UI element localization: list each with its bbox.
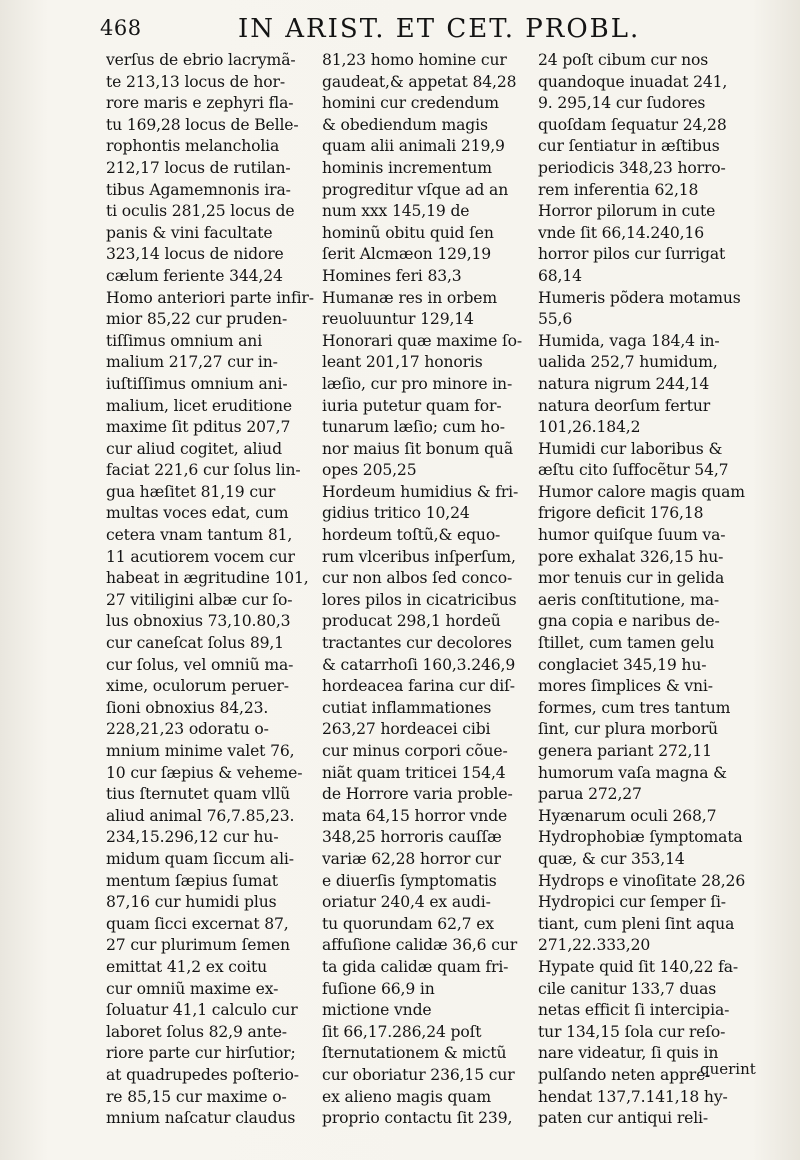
index-line: 55,6 [538,310,573,329]
index-line: midum quam ſiccum ali- [106,849,294,868]
index-line: niãt quam triticei 154,4 [322,763,506,782]
index-line: mictione vnde [322,1001,432,1020]
index-line: mnium naſcatur claudus [106,1109,296,1128]
index-line: natura deorſum fertur [538,396,711,415]
index-line: Humeris põdera motamus [538,288,741,307]
index-line: panis & vini facultate [106,223,273,242]
index-line: mata 64,15 horror vnde [322,806,508,825]
index-line: Humanæ res in orbem [322,288,498,307]
index-line: xime, oculorum peruer- [106,677,289,696]
index-line: Homines feri 83,3 [322,266,462,285]
index-line: habeat in ægritudine 101, [106,569,309,588]
index-line: cile canitur 133,7 duas [538,979,717,998]
index-line: de Horrore varia proble- [322,785,513,804]
index-line: cutiat inflammationes [322,698,492,717]
index-line: re 85,15 cur maxime o- [106,1087,287,1106]
index-line: multas voces edat, cum [106,504,289,523]
index-line: cur caneſcat ſolus 89,1 [106,634,284,653]
index-line: 323,14 locus de nidore [106,245,284,264]
index-line: ex alieno magis quam [322,1087,491,1106]
index-line: Homo anteriori parte infir- [106,288,314,307]
index-line: ta gida calidæ quam fri- [322,957,509,976]
index-line: Hydropici cur ſemper ſi- [538,893,726,912]
index-line: 9. 295,14 cur ſudores [538,94,706,113]
index-line: læſio, cur pro minore in- [322,374,513,393]
index-line: cetera vnam tantum 81, [106,526,293,545]
index-line: rore maris e zephyri fla- [106,94,294,113]
index-line: 101,26.184,2 [538,418,641,437]
index-line: gidius tritico 10,24 [322,504,470,523]
index-line: quam ſicci excernat 87, [106,914,289,933]
index-line: cur minus corpori cõue- [322,742,508,760]
index-line: netas efficit ſi intercipia- [538,1001,730,1020]
index-line: 348,25 horroris cauſſæ [322,828,502,847]
index-line: pulſando neten appre- [538,1065,711,1084]
index-column-middle [322,50,534,1130]
index-line: ti oculis 281,25 locus de [106,202,295,221]
index-line: Horror pilorum in cute [538,202,716,221]
index-line: laboret ſolus 82,9 ante- [106,1022,287,1041]
index-line: reuoluuntur 129,14 [322,310,474,329]
page-header [100,14,790,48]
index-line: lus obnoxius 73,10.80,3 [106,612,291,631]
index-line: num xxx 145,19 de [322,202,470,221]
index-line: cur ſolus, vel omniũ ma- [106,655,294,674]
index-line: iuſtiſſimus omnium ani- [106,374,288,393]
index-line: hendat 137,7.141,18 hy- [538,1087,728,1106]
index-line: mor tenuis cur in gelida [538,569,725,588]
index-line: quoſdam ſequatur 24,28 [538,115,727,134]
index-line: rem inferentia 62,18 [538,180,699,199]
index-line: cur oboriatur 236,15 cur [322,1065,515,1084]
index-line: natura nigrum 244,14 [538,374,710,393]
index-line: cur non albos ſed conco- [322,569,513,588]
running-head: IN ARIST. ET CET. PROBL. [238,14,641,44]
index-line: tibus Agamemnonis ira- [106,180,291,199]
index-line: ualida 252,7 humidum, [538,353,718,372]
index-line: ſternutationem & mictũ [322,1044,507,1063]
index-line: quæ, & cur 353,14 [538,849,685,868]
index-line: æſtu cito ſuffocẽtur 54,7 [538,461,729,480]
index-line: tractantes cur decolores [322,634,512,653]
index-line: verſus de ebrio lacrymã- [106,51,296,69]
index-line: mnium minime valet 76, [106,742,295,760]
index-line: aeris conſtitutione, ma- [538,590,720,609]
index-line: ſoluatur 41,1 calculo cur [106,1001,298,1020]
index-line: ſerit Alcmæon 129,19 [322,245,492,264]
index-line: humorum vaſa magna & [538,763,727,782]
index-line: cælum feriente 344,24 [106,266,283,285]
index-line: pore exhalat 326,15 hu- [538,547,724,566]
index-line: 27 cur plurimum ſemen [106,936,290,955]
index-line: variæ 62,28 horror cur [322,849,501,868]
index-line: gua hæſitet 81,19 cur [106,482,276,501]
index-line: formes, cum tres tantum [538,698,731,717]
index-line: faciat 221,6 cur ſolus lin- [106,461,301,480]
index-line: affuſione calidæ 36,6 cur [322,936,518,955]
index-columns [0,50,800,1130]
index-line: ſint, cur plura morborũ [538,720,718,739]
index-line: Humidi cur laboribus & [538,439,723,458]
index-line: humor quiſque ſuum va- [538,526,726,545]
index-line: te 213,13 locus de hor- [106,72,285,91]
index-line: leant 201,17 honoris [322,353,483,372]
index-line: Humida, vaga 184,4 in- [538,331,720,350]
index-line: tur 134,15 ſola cur reſo- [538,1022,726,1041]
index-line: 68,14 [538,266,582,285]
index-line: cur aliud cogitet, aliud [106,439,282,458]
index-line: iuria putetur quam for- [322,396,502,415]
index-line: paten cur antiqui reli- [538,1109,709,1128]
index-line: gaudeat,& appetat 84,28 [322,72,517,91]
index-line: tu quorundam 62,7 ex [322,914,494,933]
index-line: mores ſimplices & vni- [538,677,713,696]
index-line: tius ſternutet quam vllũ [106,785,291,804]
index-line: 263,27 hordeacei cibi [322,720,491,739]
index-line: oriatur 240,4 ex audi- [322,893,491,912]
index-line: tiant, cum pleni ſint aqua [538,914,735,933]
index-line: Hydrophobiæ ſymptomata [538,828,743,847]
index-line: conglaciet 345,19 hu- [538,655,707,674]
index-line: producat 298,1 hordeũ [322,612,501,631]
index-line: ſioni obnoxius 84,23. [106,698,269,717]
index-column-left [106,50,321,1130]
index-line: cur ſentiatur in æſtibus [538,137,720,156]
page-number: 468 [100,16,142,40]
catchword: querint [700,1060,756,1078]
index-line: tiſſimus omnium ani [106,331,263,350]
index-line: Hyænarum oculi 268,7 [538,806,717,825]
index-line: Hypate quid ſit 140,22 fa- [538,957,739,976]
index-line: & obediendum magis [322,115,488,134]
index-line: 27 vitiligini albæ cur ſo- [106,590,293,609]
index-line: fuſione 66,9 in [322,979,435,998]
index-line: periodicis 348,23 horro- [538,158,726,177]
index-line: 11 acutiorem vocem cur [106,547,295,566]
index-line: Hordeum humidius & fri- [322,482,519,501]
index-line: ſit 66,17.286,24 poſt [322,1022,482,1041]
index-line: 234,15.296,12 cur hu- [106,828,279,847]
index-line: at quadrupedes poſterio- [106,1065,299,1084]
index-line: rophontis melancholia [106,137,280,156]
index-line: tunarum læſio; cum ho- [322,418,505,437]
index-line: 24 poſt cibum cur nos [538,51,709,69]
index-line: mior 85,22 cur pruden- [106,310,288,329]
index-line: 228,21,23 odoratu o- [106,720,269,739]
index-line: aliud animal 76,7.85,23. [106,806,295,825]
index-line: tu 169,28 locus de Belle- [106,115,299,134]
index-line: gna copia e naribus de- [538,612,720,631]
index-line: 87,16 cur humidi plus [106,893,277,912]
index-line: 10 cur ſæpius & veheme- [106,763,303,782]
index-line: malium, licet eruditione [106,396,292,415]
index-line: hominũ obitu quid ſen [322,223,494,242]
index-line: malium 217,27 cur in- [106,353,278,372]
index-line: frigore deficit 176,18 [538,504,704,523]
index-line: Humor calore magis quam [538,482,745,501]
index-line: Hydrops e vinoſitate 28,26 [538,871,746,890]
index-line: e diuerſis ſymptomatis [322,871,497,890]
index-line: quandoque inuadat 241, [538,72,728,91]
index-line: 212,17 locus de rutilan- [106,158,291,177]
index-line: quam alii animali 219,9 [322,137,505,156]
index-line: ſtillet, cum tamen gelu [538,634,715,653]
index-line: 81,23 homo homine cur [322,51,507,69]
index-line: parua 272,27 [538,785,642,804]
index-line: opes 205,25 [322,461,417,480]
index-line: hordeum toſtũ,& equo- [322,526,501,545]
index-line: emittat 41,2 ex coitu [106,957,267,976]
index-line: vnde ſit 66,14.240,16 [538,223,705,242]
index-line: progreditur vſque ad an [322,180,509,199]
index-line: homini cur credendum [322,94,499,113]
index-line: & catarrhoſi 160,3.246,9 [322,655,516,674]
index-line: nor maius ſit bonum quã [322,439,513,458]
index-line: hominis incrementum [322,158,492,177]
index-line: rum vlceribus inſperſum, [322,547,516,566]
index-line: lores pilos in cicatricibus [322,590,517,609]
index-line: riore parte cur hirſutior; [106,1044,296,1063]
index-line: maxime ſit pditus 207,7 [106,418,291,437]
index-line: mentum ſæpius ſumat [106,871,278,890]
index-line: cur omniũ maxime ex- [106,979,279,998]
index-column-right [538,50,760,1130]
index-line: horror pilos cur ſurrigat [538,245,726,264]
index-line: hordeacea farina cur diſ- [322,677,515,696]
index-line: proprio contactu ſit 239, [322,1109,513,1128]
index-line: nare videatur, ſi quis in [538,1044,719,1063]
index-line: 271,22.333,20 [538,936,651,955]
index-line: genera pariant 272,11 [538,742,712,760]
index-line: Honorari quæ maxime ſo- [322,331,523,350]
